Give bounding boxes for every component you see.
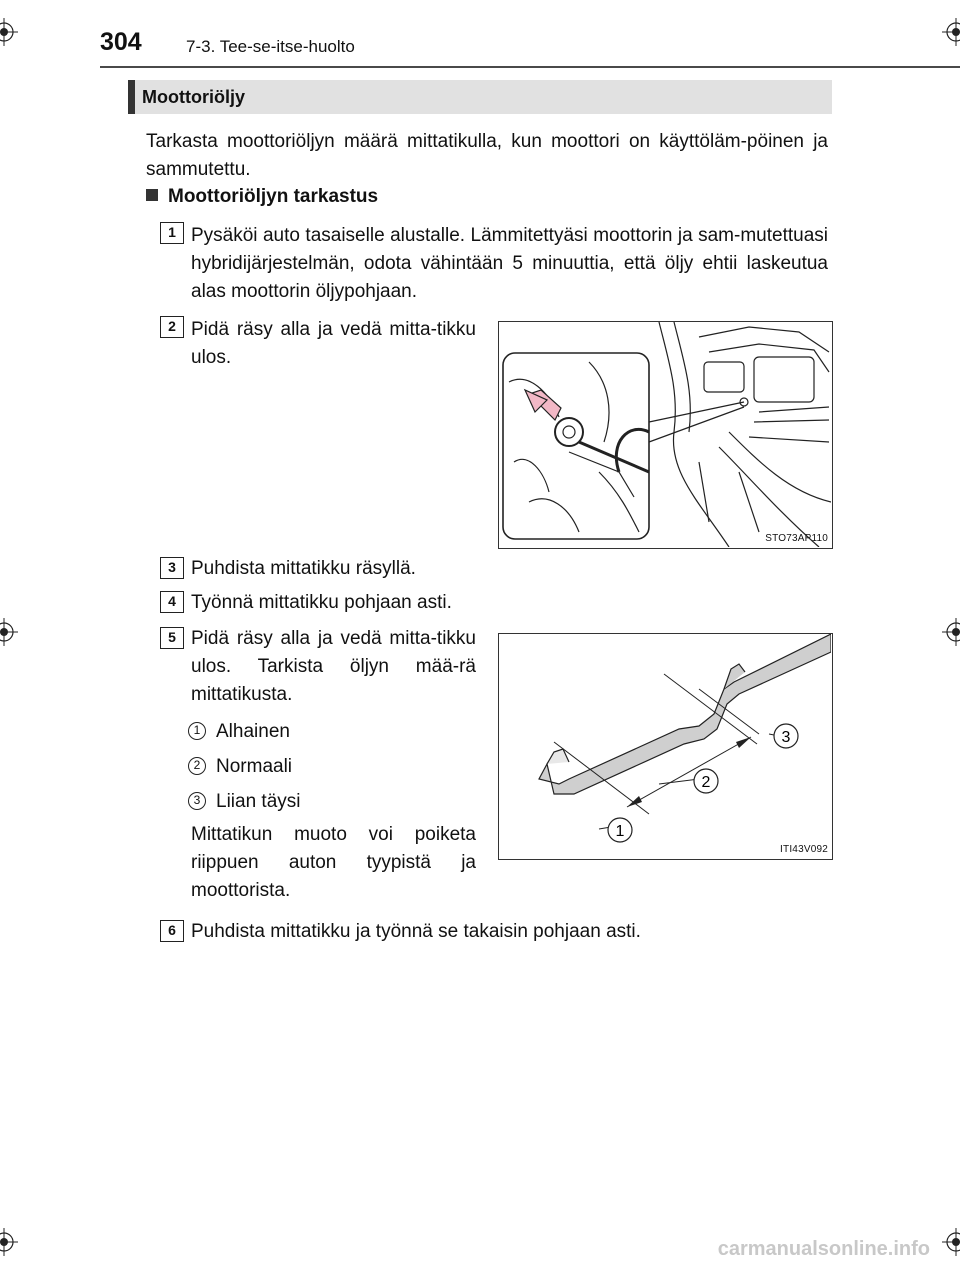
callout-3: 3 bbox=[781, 729, 791, 746]
engine-bay-illustration bbox=[499, 322, 831, 547]
engine-figure-code: STO73AP110 bbox=[765, 533, 828, 544]
registration-mark-icon bbox=[942, 18, 960, 46]
level-label-low: Alhainen bbox=[216, 721, 290, 742]
step-number-5: 5 bbox=[160, 627, 184, 649]
footer-watermark: carmanualsonline.info bbox=[717, 1238, 930, 1260]
level-label-normal: Normaali bbox=[216, 756, 293, 777]
step-number-4: 4 bbox=[160, 591, 184, 613]
dipstick-figure-code: ITI43V092 bbox=[780, 844, 828, 855]
callout-1: 1 bbox=[615, 823, 625, 840]
dipstick-illustration bbox=[499, 634, 831, 858]
page-number: 304 bbox=[100, 28, 142, 56]
dipstick-note: Mittatikun muoto voi poiketa riippuen auton tyypistä ja moottorista. bbox=[191, 824, 476, 901]
step-5-text: Pidä räsy alla ja vedä mitta-tikku ulos. Tarkista öljyn mää-rä mittatikusta. bbox=[191, 628, 476, 705]
step-3-text: Puhdista mittatikku räsyllä. bbox=[191, 558, 416, 579]
level-number-2: 2 bbox=[188, 757, 206, 775]
chapter-title: 7-3. Tee-se-itse-huolto bbox=[186, 37, 355, 56]
step-4-text: Työnnä mittatikku pohjaan asti. bbox=[191, 592, 452, 613]
step-6-text: Puhdista mittatikku ja työnnä se takaisin pohjaan asti. bbox=[191, 921, 641, 942]
intro-paragraph: Tarkasta moottoriöljyn määrä mittatikulla, kun moottori on käyttöläm-pöinen ja sammutettu. bbox=[146, 131, 828, 180]
callout-2: 2 bbox=[701, 774, 711, 791]
registration-mark-icon bbox=[0, 1228, 18, 1256]
subsection-heading bbox=[146, 186, 378, 208]
step-1-text: Pysäköi auto tasaiselle alustalle. Lämmitettyäsi moottorin ja sam-mutettuasi hybridijärjestelmän, odota vähintään 5 minuuttia, että öljy ehtii laskeutua alas moottorin öljypohjaan. bbox=[191, 225, 828, 302]
header-divider bbox=[100, 66, 960, 68]
level-number-1: 1 bbox=[188, 722, 206, 740]
step-number-3: 3 bbox=[160, 557, 184, 579]
registration-mark-icon bbox=[942, 618, 960, 646]
section-title: Moottoriöljy bbox=[142, 87, 245, 107]
registration-mark-icon bbox=[942, 1228, 960, 1256]
level-number-3: 3 bbox=[188, 792, 206, 810]
square-bullet-icon bbox=[146, 189, 158, 201]
registration-mark-icon bbox=[0, 618, 18, 646]
step-number-1: 1 bbox=[160, 222, 184, 244]
step-number-6: 6 bbox=[160, 920, 184, 942]
step-2-text: Pidä räsy alla ja vedä mitta-tikku ulos. bbox=[191, 319, 476, 368]
level-label-too-full: Liian täysi bbox=[216, 791, 301, 812]
subsection-title: Moottoriöljyn tarkastus bbox=[168, 186, 379, 207]
registration-mark-icon bbox=[0, 18, 18, 46]
dipstick-figure bbox=[498, 633, 833, 860]
step-number-2: 2 bbox=[160, 316, 184, 338]
engine-figure bbox=[498, 321, 833, 549]
